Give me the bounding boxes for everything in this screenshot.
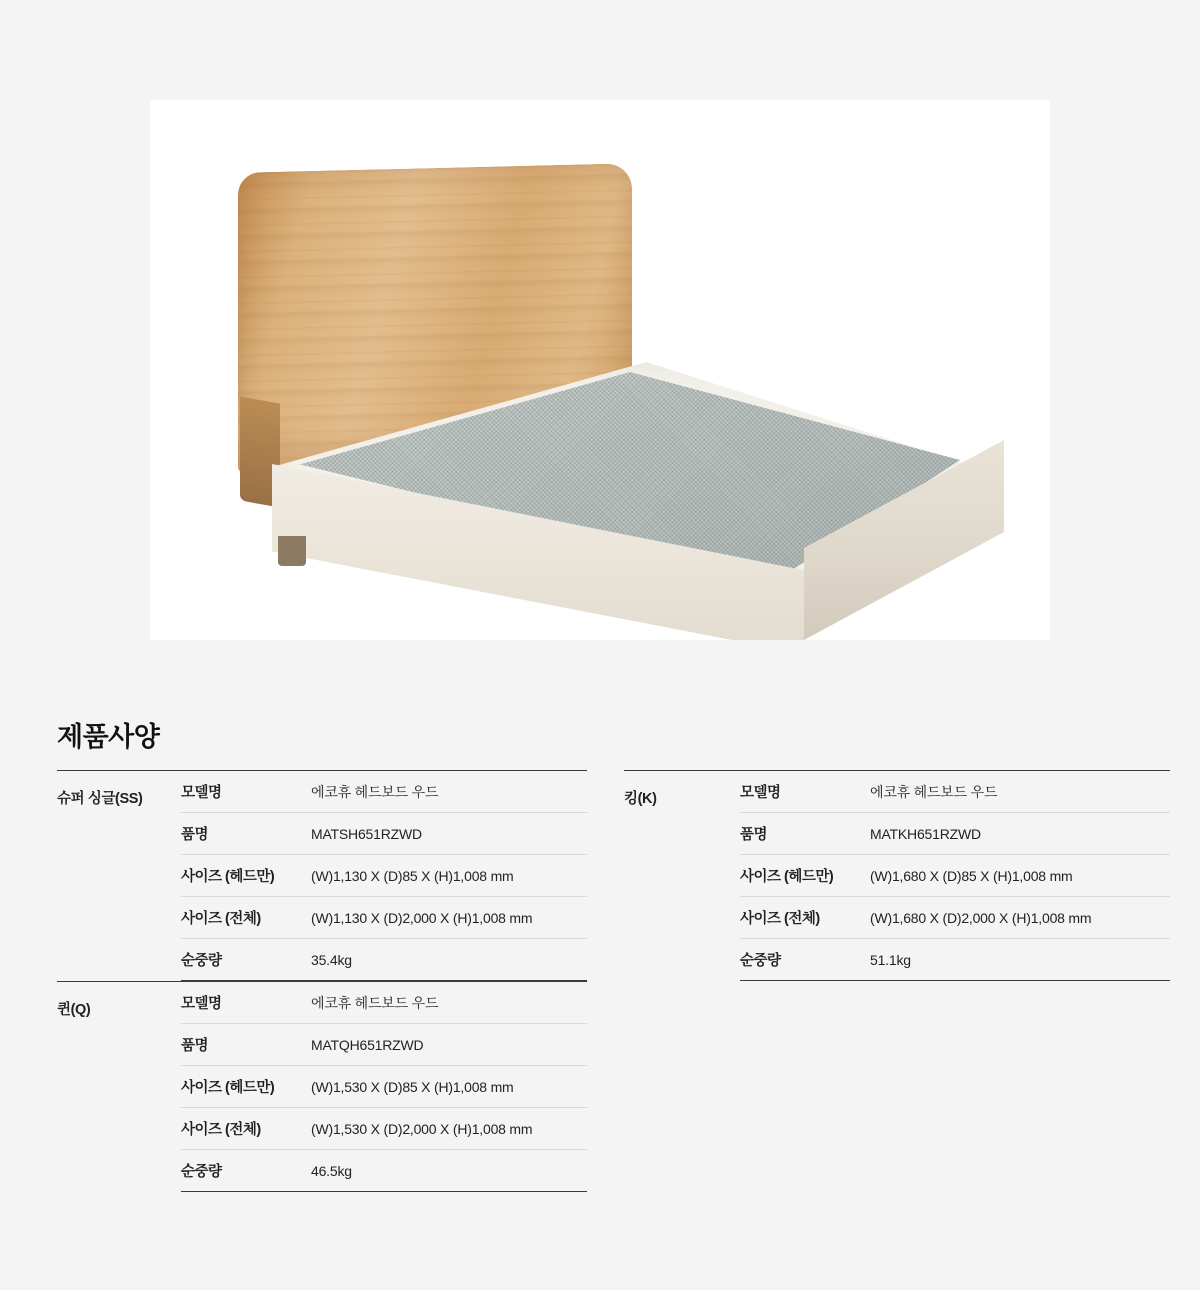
spec-row-value: (W)1,130 X (D)2,000 X (H)1,008 mm (311, 909, 533, 926)
table-row (181, 1024, 587, 1066)
spec-group-super-single (57, 770, 587, 981)
spec-row-label: 순중량 (740, 953, 781, 969)
spec-row-label: 사이즈 (전체) (181, 1122, 261, 1138)
spec-row-label: 품명 (740, 827, 768, 843)
spec-row-label: 모델명 (181, 785, 222, 801)
spec-row-label: 모델명 (740, 785, 781, 801)
spec-row-value: MATQH651RZWD (311, 1036, 424, 1053)
spec-size-label: 슈퍼 싱글(SS) (57, 791, 143, 807)
table-row (181, 1066, 587, 1108)
table-row (181, 982, 587, 1024)
spec-section-title: 제품사양 (57, 722, 160, 752)
spec-row-value: (W)1,680 X (D)2,000 X (H)1,008 mm (870, 909, 1092, 926)
table-row (181, 1108, 587, 1150)
table-row (740, 771, 1170, 813)
bed-leg (278, 536, 306, 566)
table-row (740, 897, 1170, 939)
spec-row-label: 사이즈 (헤드만) (740, 869, 834, 885)
spec-row-value: MATKH651RZWD (870, 825, 981, 842)
spec-column-left (57, 770, 587, 1192)
table-row (181, 939, 587, 981)
spec-table (740, 771, 1170, 981)
table-row (740, 939, 1170, 981)
spec-row-label: 품명 (181, 1038, 209, 1054)
spec-row-label: 품명 (181, 827, 209, 843)
spec-row-value: 51.1kg (870, 951, 911, 968)
table-row (740, 813, 1170, 855)
spec-row-label: 사이즈 (전체) (181, 911, 261, 927)
spec-table (181, 771, 587, 981)
table-row (181, 897, 587, 939)
spec-row-label: 사이즈 (전체) (740, 911, 820, 927)
spec-row-value: (W)1,530 X (D)85 X (H)1,008 mm (311, 1078, 514, 1095)
product-hero-image (150, 100, 1050, 640)
spec-row-label: 사이즈 (헤드만) (181, 869, 275, 885)
spec-row-value: (W)1,130 X (D)85 X (H)1,008 mm (311, 867, 514, 884)
spec-row-label: 모델명 (181, 996, 222, 1012)
spec-column-right (624, 770, 1170, 981)
table-row (181, 771, 587, 813)
spec-group-queen (57, 981, 587, 1192)
spec-size-label: 퀸(Q) (57, 1002, 91, 1018)
bed-illustration (150, 100, 1050, 640)
spec-group-king (624, 770, 1170, 981)
spec-row-value: 46.5kg (311, 1162, 352, 1179)
spec-row-value: (W)1,680 X (D)85 X (H)1,008 mm (870, 867, 1073, 884)
spec-row-label: 순중량 (181, 1164, 222, 1180)
table-row (181, 1150, 587, 1192)
table-row (181, 813, 587, 855)
spec-size-label: 킹(K) (624, 791, 657, 807)
spec-row-label: 순중량 (181, 953, 222, 969)
table-row (181, 855, 587, 897)
spec-row-value: 에코휴 헤드보드 우드 (311, 783, 439, 800)
spec-row-value: 35.4kg (311, 951, 352, 968)
spec-row-value: (W)1,530 X (D)2,000 X (H)1,008 mm (311, 1120, 533, 1137)
table-row (740, 855, 1170, 897)
spec-row-value: 에코휴 헤드보드 우드 (311, 994, 439, 1011)
spec-row-label: 사이즈 (헤드만) (181, 1080, 275, 1096)
spec-table (181, 982, 587, 1192)
spec-row-value: MATSH651RZWD (311, 825, 422, 842)
spec-row-value: 에코휴 헤드보드 우드 (870, 783, 998, 800)
